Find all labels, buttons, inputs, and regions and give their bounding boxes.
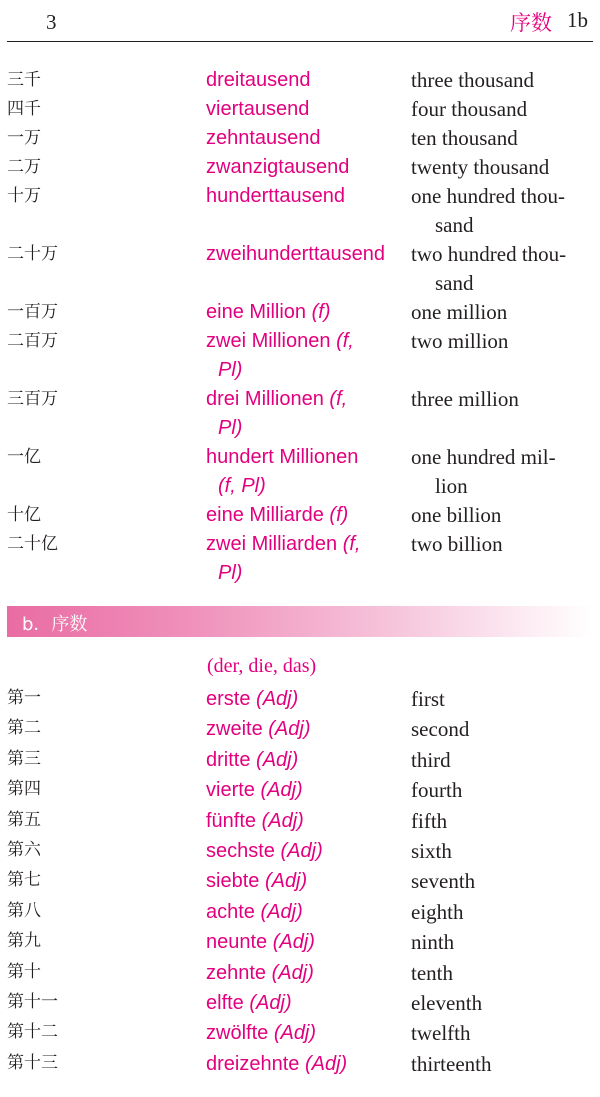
german-word: zweite [206,718,263,741]
chinese-term: 第四 [7,779,41,800]
table-row [0,182,600,240]
german-term [200,385,411,443]
grammar-note: (f) [311,301,331,323]
german-term [200,745,411,775]
chinese-term: 第三 [7,748,41,769]
german-term [200,988,411,1018]
table-row [0,530,600,588]
english-word: twenty thousand [411,155,550,179]
german-term [200,182,411,240]
grammar-note: (Adj) [260,900,303,923]
running-section-id: 1b [567,8,588,32]
german-term [200,775,411,805]
german-term [200,1049,411,1079]
english-term [411,66,600,95]
english-word: one hundred mil- [411,445,556,469]
chinese-term: 四千 [7,99,41,119]
grammar-note: (f, [336,330,354,352]
german-word: siebte [206,870,260,893]
german-term [200,530,411,588]
grammar-note: (Adj) [304,1052,348,1075]
english-word: three thousand [411,68,535,92]
chinese-term: 二万 [7,157,41,177]
chinese-term: 二十万 [7,244,58,264]
german-word: vierte [206,779,255,802]
german-term [200,66,411,95]
german-term [200,1018,411,1048]
german-word: hundert Millionen [206,446,359,468]
chinese-term: 第七 [7,870,41,891]
table-row [0,443,600,501]
grammar-note: (Adj) [256,748,299,771]
english-term: fifth [411,808,448,833]
chinese-term: 一亿 [7,447,41,467]
grammar-note: (Adj) [249,991,292,1014]
german-term [200,927,411,957]
chinese-term: 第十一 [7,991,58,1012]
english-term [411,443,600,501]
german-word: zwei Milliarden [206,533,338,555]
english-term [411,95,600,124]
section-b-title: b．序数 [22,614,88,635]
german-term [200,866,411,896]
german-term [200,501,411,530]
english-term [411,530,600,588]
table-row [0,1018,600,1048]
chinese-term: 第一 [7,688,41,708]
english-term: tenth [411,960,453,985]
english-term [411,385,600,443]
table-row [0,714,600,744]
table-row [0,327,600,385]
german-word: zweihunderttausend [206,243,386,265]
table-row [0,66,600,95]
chinese-term: 三百万 [7,389,58,409]
grammar-note: (Adj) [260,779,303,802]
german-word: fünfte [206,809,257,832]
table-row [0,95,600,124]
grammar-note-continued: Pl) [218,417,243,439]
section-b-banner [7,606,593,637]
table-row [0,298,600,327]
chinese-term: 第十 [7,961,41,982]
table-row [0,501,600,530]
chinese-term: 第十三 [7,1052,58,1073]
english-term [411,240,600,298]
table-row [0,866,600,896]
article-note: (der, die, das) [207,655,317,677]
english-word: one million [411,300,508,324]
cardinal-number-table [0,66,600,588]
english-term [411,182,600,240]
german-word: zwölfte [206,1022,269,1045]
german-term [200,95,411,124]
chinese-term: 第十二 [7,1022,58,1043]
german-term [200,714,411,744]
german-word: hunderttausend [206,185,346,207]
grammar-note: (Adj) [256,688,299,710]
german-word: eine Million [206,301,307,323]
english-word-continued: sand [435,213,474,237]
english-term: seventh [411,869,476,894]
chinese-term: 第八 [7,900,41,921]
german-word: neunte [206,931,268,954]
german-word: achte [206,900,255,923]
german-word: dritte [206,748,251,771]
english-term [411,153,600,182]
english-word: ten thousand [411,126,518,150]
english-word-continued: lion [435,474,468,498]
grammar-note: (f) [329,504,349,526]
german-word: dreitausend [206,69,311,91]
german-term [200,897,411,927]
chinese-term: 一万 [7,128,41,148]
grammar-note: (Adj) [272,931,315,954]
english-term: eleventh [411,990,483,1015]
german-word: dreizehnte [206,1052,300,1075]
english-word-continued: sand [435,271,474,295]
table-row [0,124,600,153]
chinese-term: 十万 [7,186,41,206]
english-word: one hundred thou- [411,184,565,208]
chinese-term: 第九 [7,931,41,952]
english-word: two million [411,329,509,353]
table-row [0,897,600,927]
table-row [0,775,600,805]
grammar-note: (Adj) [264,870,308,893]
german-term [200,443,411,501]
grammar-note-continued: Pl) [218,359,243,381]
german-word: eine Milliarde [206,504,324,526]
header-rule [7,41,593,42]
grammar-note: (Adj) [261,809,304,832]
table-row [0,385,600,443]
german-word: viertausend [206,98,310,120]
grammar-note: (Adj) [280,839,323,862]
english-word: four thousand [411,97,528,121]
german-word: elfte [206,991,244,1014]
running-section-label: 序数 [510,11,552,35]
german-term [200,806,411,836]
german-word: erste [206,688,251,710]
english-term [411,327,600,385]
table-row [0,927,600,957]
german-term [200,153,411,182]
grammar-note: (Adj) [273,1022,317,1045]
chinese-term: 一百万 [7,302,58,322]
english-word: one billion [411,503,502,527]
chinese-term: 三千 [7,70,41,90]
english-term: third [411,747,451,772]
table-row [0,988,600,1018]
german-term [200,124,411,153]
table-row [0,240,600,298]
german-term [200,298,411,327]
table-row [0,153,600,182]
chinese-term: 十亿 [7,505,41,525]
english-term: sixth [411,838,452,863]
grammar-note-continued: Pl) [218,562,243,584]
english-word: two hundred thou- [411,242,567,266]
german-term [200,240,411,298]
english-term: first [411,687,445,711]
english-term: second [411,717,470,742]
page-number: 3 [46,10,57,34]
page-header [0,0,600,44]
chinese-term: 二十亿 [7,534,58,554]
german-word: zehnte [206,961,267,984]
ordinal-number-table [0,684,600,1079]
grammar-note-continued: (f, Pl) [218,475,266,497]
german-term [200,327,411,385]
english-word: three million [411,387,519,411]
english-term: fourth [411,778,463,803]
english-term [411,124,600,153]
english-term: eighth [411,899,464,924]
table-row [0,684,600,714]
english-term [411,501,600,530]
german-term [200,958,411,988]
chinese-term: 第五 [7,809,41,830]
table-row [0,836,600,866]
table-row [0,958,600,988]
english-term: thirteenth [411,1051,492,1076]
table-row [0,1049,600,1079]
grammar-note: (Adj) [268,718,311,741]
chinese-term: 二百万 [7,331,58,351]
english-word: two billion [411,532,503,556]
german-word: zwanzigtausend [206,156,350,178]
english-term: twelfth [411,1021,471,1046]
german-term [200,836,411,866]
english-term [411,298,600,327]
german-term [200,684,411,714]
english-term: ninth [411,930,455,955]
german-word: sechste [206,839,275,862]
grammar-note: (Adj) [271,961,314,984]
grammar-note: (f, [329,388,348,410]
chinese-term: 第六 [7,839,41,860]
table-row [0,806,600,836]
german-word: drei Millionen [206,388,324,410]
table-row [0,745,600,775]
grammar-note: (f, [342,533,361,555]
german-word: zehntausend [206,127,321,149]
chinese-term: 第二 [7,718,41,739]
german-word: zwei Millionen [206,330,331,352]
